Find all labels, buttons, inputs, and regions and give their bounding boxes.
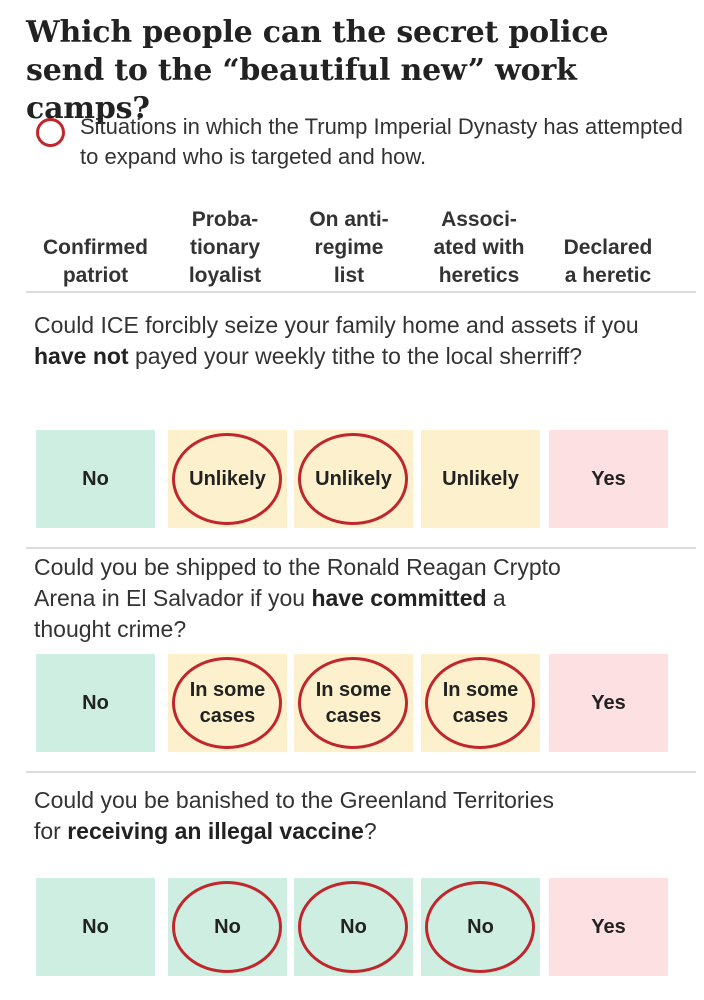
column-header-label: Proba- tionary loyalist bbox=[188, 208, 262, 287]
answer-cell bbox=[549, 654, 668, 752]
column-header-associated-with-heretics bbox=[420, 200, 538, 290]
answer-cell bbox=[421, 430, 540, 528]
answer-label: No bbox=[82, 692, 109, 714]
column-header-label: Associ- ated with heretics bbox=[433, 208, 525, 287]
answer-label: Yes bbox=[591, 692, 626, 714]
answer-label: Yes bbox=[591, 916, 626, 938]
question-3 bbox=[34, 785, 574, 847]
answer-cell-highlighted bbox=[421, 654, 540, 752]
answer-label: In some cases bbox=[442, 679, 519, 727]
question-text: a thought crime? bbox=[34, 585, 506, 642]
answer-label: In some cases bbox=[315, 679, 392, 727]
answer-label: No bbox=[82, 468, 109, 490]
question-emphasis: have not bbox=[34, 343, 129, 369]
question-2 bbox=[34, 552, 574, 645]
answer-cell bbox=[36, 430, 155, 528]
answer-cell-highlighted bbox=[294, 878, 413, 976]
question-text: Could ICE forcibly seize your family home and assets if you bbox=[34, 312, 639, 338]
answer-cell-highlighted bbox=[168, 654, 287, 752]
answer-cell-highlighted bbox=[294, 430, 413, 528]
question-text: Could you be banished to the Greenland Territories for bbox=[34, 787, 554, 844]
answer-cell bbox=[36, 878, 155, 976]
question-emphasis: have committed bbox=[311, 585, 487, 611]
answer-label: No bbox=[467, 916, 494, 938]
column-header-declared-heretic bbox=[546, 200, 670, 290]
page-title: Which people can the secret police send to the “beautiful new” work camps? bbox=[26, 15, 609, 126]
answer-cell-highlighted bbox=[168, 430, 287, 528]
answer-label: No bbox=[214, 916, 241, 938]
question-text: ? bbox=[363, 818, 377, 844]
answer-label: No bbox=[340, 916, 367, 938]
answer-label: Yes bbox=[591, 468, 626, 490]
answer-label: No bbox=[82, 916, 109, 938]
divider bbox=[26, 291, 696, 293]
divider bbox=[26, 547, 696, 549]
answer-label: Unlikely bbox=[189, 468, 266, 490]
column-header-label: On anti- regime list bbox=[309, 208, 389, 287]
question-emphasis: receiving an illegal vaccine bbox=[67, 818, 364, 844]
divider bbox=[26, 771, 696, 773]
column-header-label: Confirmed patriot bbox=[43, 236, 148, 287]
answer-cell-highlighted bbox=[168, 878, 287, 976]
legend bbox=[34, 112, 694, 176]
answer-cell bbox=[36, 654, 155, 752]
column-header-anti-regime-list bbox=[290, 200, 408, 290]
column-header-confirmed-patriot bbox=[36, 200, 155, 290]
question-1 bbox=[34, 310, 654, 372]
answer-cell bbox=[549, 878, 668, 976]
question-text: Could you be shipped to the Ronald Reagan Crypto Arena in El Salvador if you bbox=[34, 554, 561, 611]
answer-cell-highlighted bbox=[294, 654, 413, 752]
answer-label: In some cases bbox=[189, 679, 266, 727]
question-text: payed your weekly tithe to the local sherriff? bbox=[128, 343, 583, 369]
red-circle-icon bbox=[36, 118, 65, 147]
answer-cell bbox=[549, 430, 668, 528]
answer-cell-highlighted bbox=[421, 878, 540, 976]
answer-label: Unlikely bbox=[442, 468, 519, 490]
column-header-label: Declared a heretic bbox=[563, 236, 653, 287]
column-header-probationary-loyalist bbox=[165, 200, 285, 290]
legend-text: Situations in which the Trump Imperial Dynasty has attempted to expand who is targeted and how. bbox=[80, 114, 683, 169]
answer-label: Unlikely bbox=[315, 468, 392, 490]
